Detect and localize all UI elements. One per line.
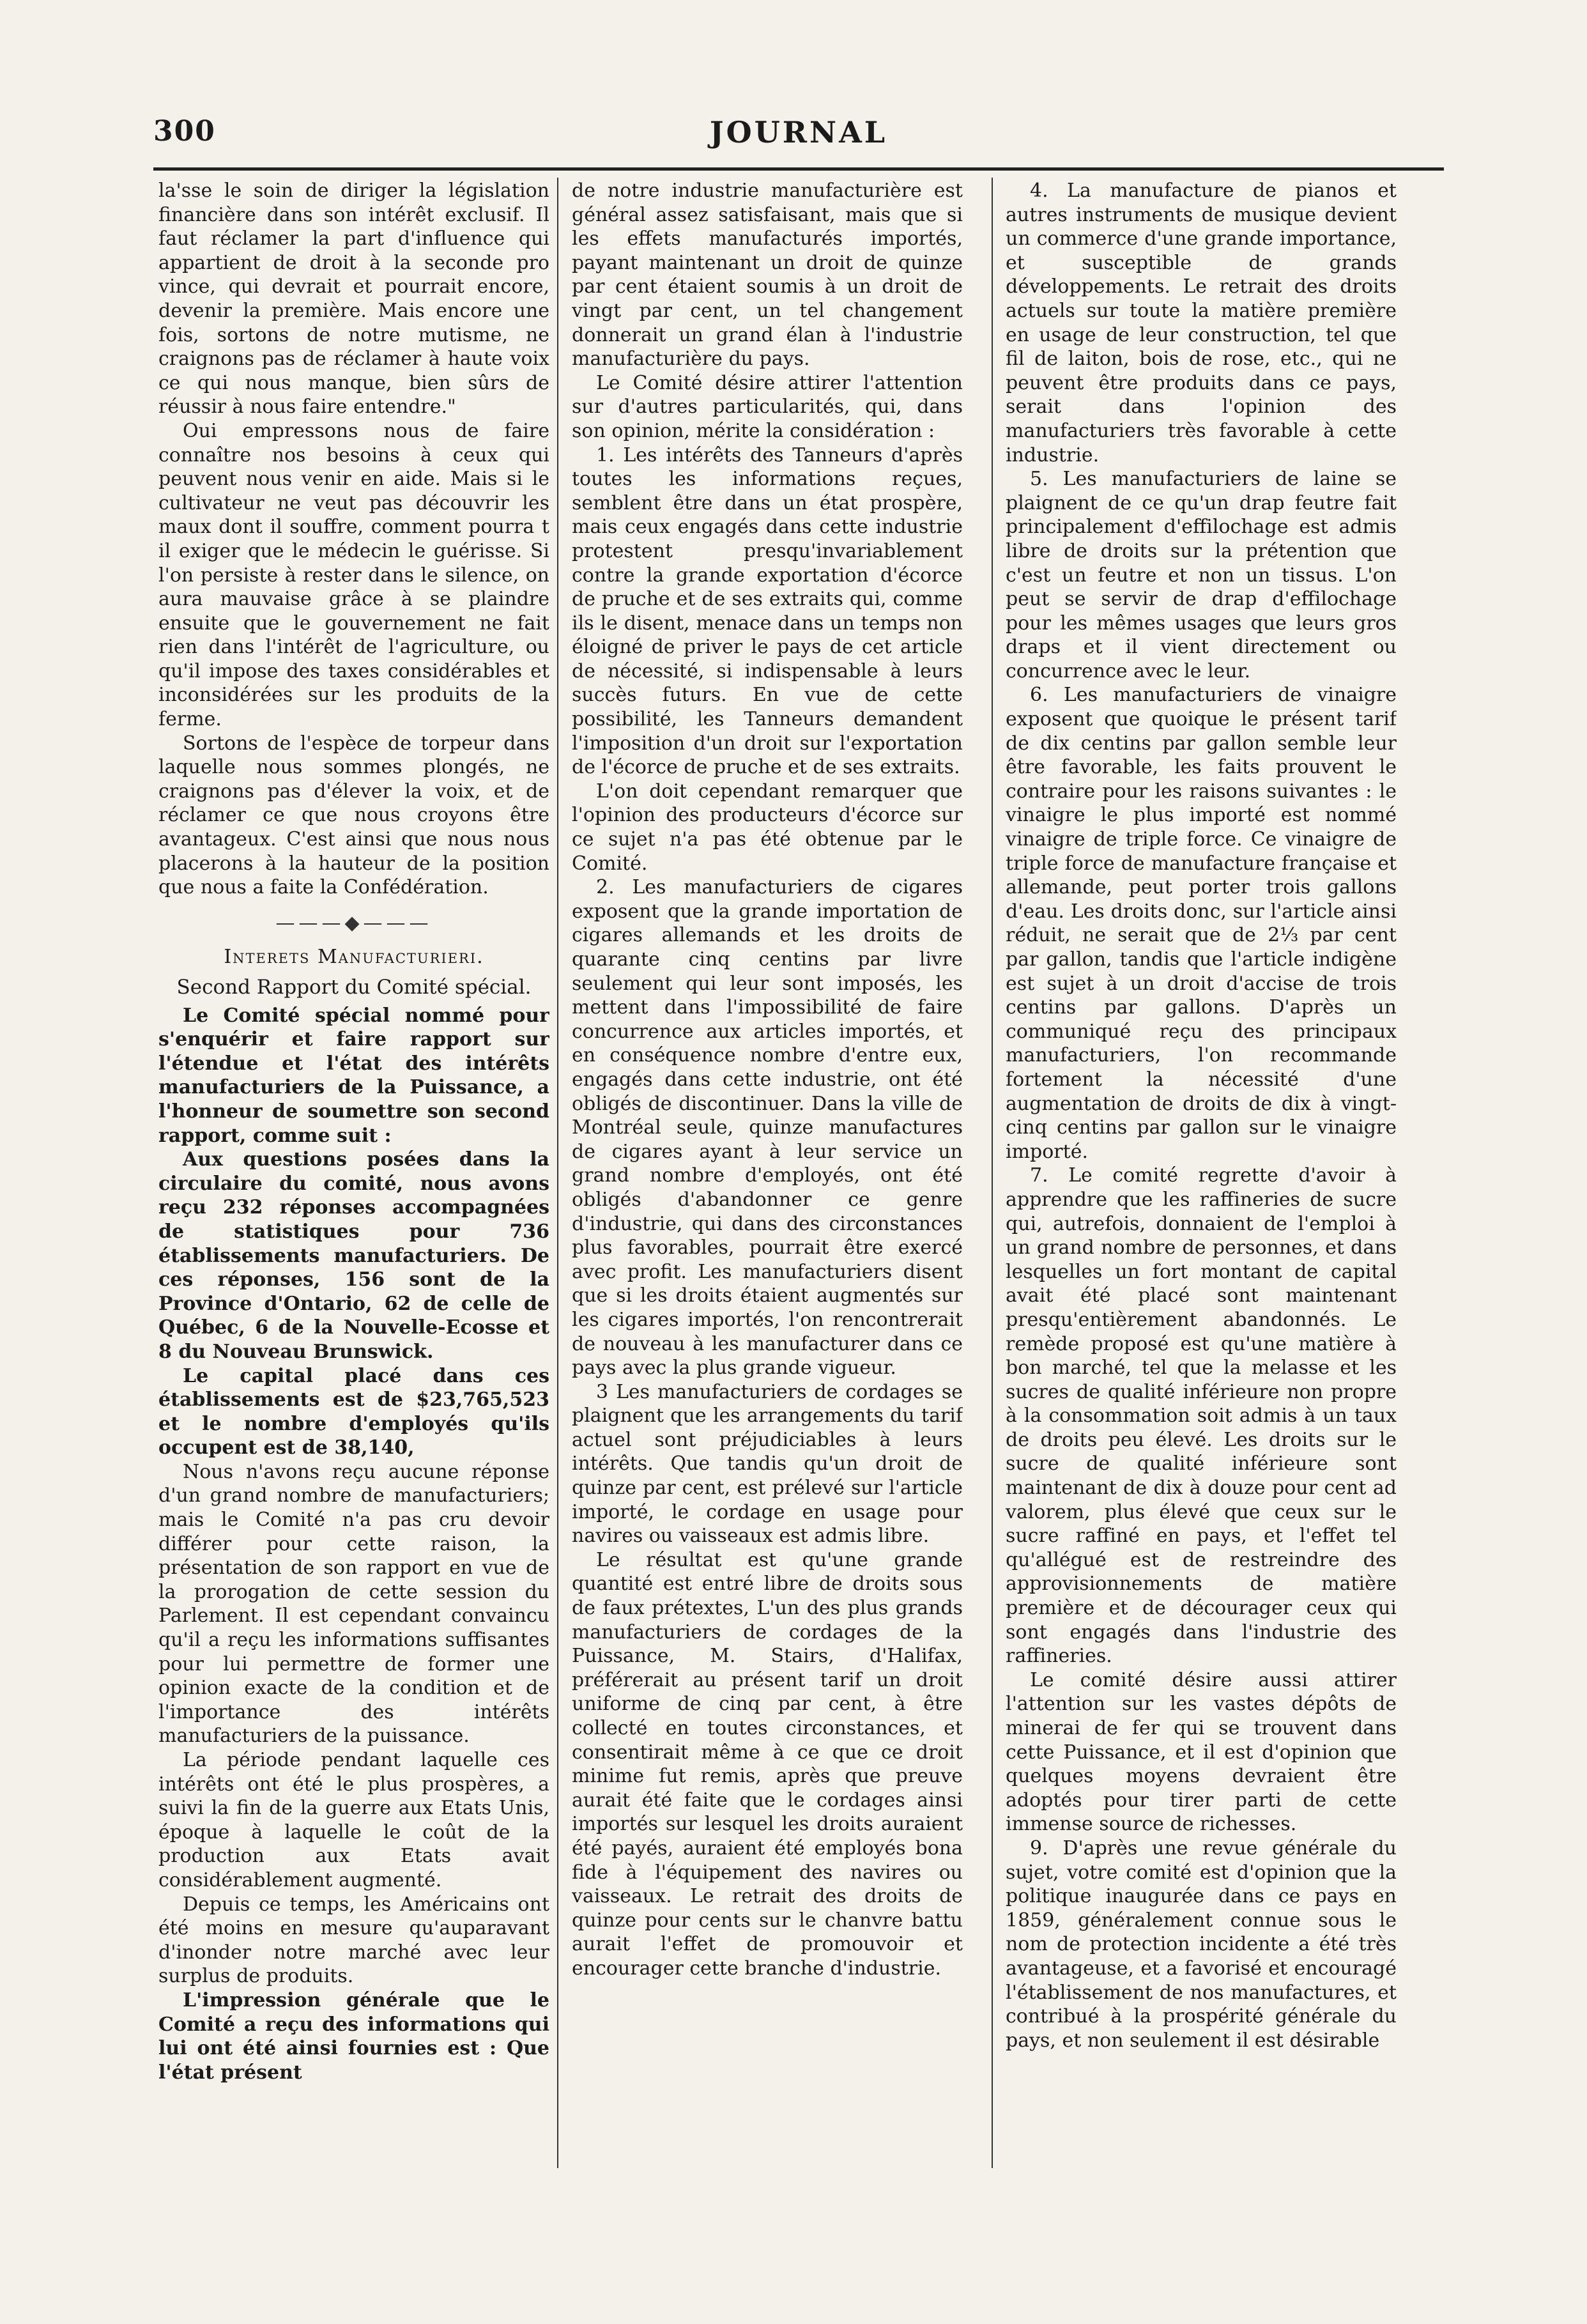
- section-ornament: ———◆———: [275, 911, 433, 934]
- paragraph: Aux questions posées dans la circulaire du comité, nous avons reçu 232 réponses accompagnées de statistiques pour 736 établissements manufacturiers. De ces réponses, 156 sont de la Province d'Ontario, 62 de celle de Québec, 6 de la Nouvelle-Ecosse et 8 du Nouveau Brunswick.: [158, 1148, 549, 1363]
- paragraph: 5. Les manufacturiers de laine se plaignent de ce qu'un drap feutre fait principalement d'effilochage est admis libre de droits sur la prétention que c'est un feutre et non un tissus. L'on peut se servir de drap d'effilochage pour les mêmes usages que leurs gros draps et il vient directement ou concurrence avec le leur.: [1006, 468, 1397, 682]
- running-title: JOURNAL: [709, 115, 888, 150]
- paragraph: 9. D'après une revue générale du sujet, votre comité est d'opinion que la politique inaugurée dans ce pays en 1859, généralement connue sous le nom de protection incidente a été très avantageuse, et a favorisé et encouragé l'établissement de nos manufactures, et contribué à la prospérité générale du pays, et non seulement il est désirable: [1006, 1836, 1397, 2052]
- page-number: 300: [153, 115, 216, 148]
- header-rule: [153, 167, 1444, 171]
- paragraph: de notre industrie manufacturière est général assez satisfaisant, mais que si les effets manufacturés importés, payant maintenant un droit de quinze par cent étaient soumis à un droit de vingt par cent, un tel changement donnerait un grand élan à l'industrie manufacturière du pays.: [572, 180, 963, 371]
- column-right: [1006, 179, 1397, 2166]
- report-subheading: Second Rapport du Comité spécial.: [176, 976, 532, 999]
- column-divider: [557, 178, 558, 2168]
- paragraph: la'sse le soin de diriger la législation financière dans son intérêt exclusif. Il faut réclamer la part d'influence qui appartient de droit à la seconde pro vince, qui devrait et pourrait encore, devenir la première. Mais encore une fois, sortons de notre mutisme, ne craignons pas de réclamer à haute voix ce qui nous manque, bien sûrs de réussir à nous faire entendre.": [158, 180, 549, 419]
- paragraph: Depuis ce temps, les Américains ont été moins en mesure qu'auparavant d'inonder notre marché avec leur surplus de produits.: [158, 1893, 549, 1988]
- paragraph: Oui empressons nous de faire connaître nos besoins à ceux qui peuvent nous venir en aide. Mais si le cultivateur ne veut pas découvrir les maux dont il souffre, comment pourra t il exiger que le médecin le guérisse. Si l'on persiste à rester dans le silence, on aura mauvaise grâce à se plaindre ensuite que le gouvernement ne fait rien dans l'intérêt de l'agriculture, ou qu'il impose des taxes considérables et inconsidérées sur les produits de la ferme.: [158, 419, 549, 731]
- paragraph: La période pendant laquelle ces intérêts ont été le plus prospères, a suivi la fin de la guerre aux Etats Unis, époque à laquelle le coût de la production aux Etats avait considérablement augmenté.: [158, 1749, 549, 1891]
- paragraph: 4. La manufacture de pianos et autres instruments de musique devient un commerce d'une grande importance, et susceptible de grands développements. Le retrait des droits actuels sur toute la matière première en usage de leur construction, tel que fil de laiton, bois de rose, etc., qui ne peuvent être produits dans ce pays, serait dans l'opinion des manufacturiers très favorable à cette industrie.: [1006, 180, 1397, 466]
- paragraph: L'on doit cependant remarquer que l'opinion des producteurs d'écorce sur ce sujet n'a pas été obtenue par le Comité.: [572, 780, 963, 875]
- page-header: [153, 115, 1444, 160]
- paragraph: 2. Les manufacturiers de cigares exposent que la grande importation de cigares allemands et les droits de quarante cinq centins par livre seulement qui leur sont imposés, les mettent dans l'impossibilité de faire concurrence aux articles importés, et en conséquence nombre d'entre eux, engagés dans cette industrie, ont été obligés de discontinuer. Dans la ville de Montréal seule, quinze manufactures de cigares ayant à leur service un grand nombre d'employés, ont été obligés d'abandonner ce genre d'industrie, qui dans des circonstances plus favorables, pourrait être exercé avec profit. Les manufacturiers disent que si les droits étaient augmentés sur les cigares importés, l'on rencontrerait de nouveau à les manufacturer dans ce pays avec la plus grande vigueur.: [572, 876, 963, 1380]
- paragraph: 1. Les intérêts des Tanneurs d'après toutes les informations reçues, semblent être dans un état prospère, mais ceux engagés dans cette industrie protestent presqu'invariablement contre la grande exportation d'écorce de pruche et de ses extraits qui, comme ils le disent, menace dans un temps non éloigné de priver le pays de cet article de nécessité, si indispensable à leurs succès futurs. En vue de cette possibilité, les Tanneurs demandent l'imposition d'un droit sur l'exportation de l'écorce de pruche et de ses extraits.: [572, 443, 963, 779]
- paragraph: L'impression générale que le Comité a reçu des informations qui lui ont été ainsi fournies est : Que l'état présent: [158, 1989, 549, 2084]
- paragraph: Le capital placé dans ces établissements est de $23,765,523 et le nombre d'employés qu'ils occupent est de 38,140,: [158, 1364, 549, 1459]
- paragraph: 7. Le comité regrette d'avoir à apprendre que les raffineries de sucre qui, autrefois, donnaient de l'emploi à un grand nombre de personnes, et dans lesquelles un fort montant de capital avait été placé sont maintenant presqu'entièrement abandonnés. Le remède proposé est qu'une matière à bon marché, tel que la melasse et les sucres de qualité inférieure non propre à la consommation soit admis à un taux de droits peu élevé. Les droits sur le sucre de qualité inférieure sont maintenant de dix à douze pour cent ad valorem, plus élevé que ceux sur le sucre raffiné en pays, et l'effet tel qu'allégué est de restreindre des approvisionnements de matière première et de décourager ceux qui sont engagés dans l'industrie des raffineries.: [1006, 1164, 1397, 1668]
- column-middle: [572, 179, 963, 2166]
- section-heading: Interets Manufacturieri.: [224, 946, 484, 969]
- paragraph: Le Comité désire attirer l'attention sur d'autres particularités, qui, dans son opinion, mérite la considération :: [572, 371, 963, 442]
- paragraph: 3 Les manufacturiers de cordages se plaignent que les arrangements du tarif actuel sont préjudiciables à leurs intérêts. Que tandis qu'un droit de quinze par cent, est prélevé sur l'article importé, le cordage en usage pour navires ou vaisseaux est admis libre.: [572, 1380, 963, 1548]
- paragraph: Le comité désire aussi attirer l'attention sur les vastes dépôts de minerai de fer qui se trouvent dans cette Puissance, et il est d'opinion que quelques moyens devraient être adoptés pour tirer parti de cette immense source de richesses.: [1006, 1668, 1397, 1836]
- paragraph: 6. Les manufacturiers de vinaigre exposent que quoique le présent tarif de dix centins par gallon semble leur être favorable, les faits prouvent le contraire pour les raisons suivantes : le vinaigre le plus importé est nommé vinaigre de triple force. Ce vinaigre de triple force de manufacture française et allemande, peut porter trois gallons d'eau. Les droits donc, sur l'article ainsi réduit, ne serait que de 2⅓ par cent par gallon, tandis que l'article indigène est sujet à un droit d'accise de trois centins par gallons. D'après un communiqué reçu des principaux manufacturiers, l'on recommande fortement la nécessité d'une augmentation de droits de dix à vingt-cinq centins par gallon sur le vinaigre importé.: [1006, 684, 1397, 1163]
- paragraph: Nous n'avons reçu aucune réponse d'un grand nombre de manufacturiers; mais le Comité n'a pas cru devoir différer pour cette raison, la présentation de son rapport en vue de la prorogation de cette session du Parlement. Il est cependant convaincu qu'il a reçu les informations suffisantes pour lui permettre de former une opinion exacte de la condition et de l'importance des intérêts manufacturiers de la puissance.: [158, 1460, 549, 1748]
- paragraph: Le résultat est qu'une grande quantité est entré libre de droits sous de faux prétextes, L'un des plus grands manufacturiers de cordages de la Puissance, M. Stairs, d'Halifax, préférerait au présent tarif un droit uniforme de cinq par cent, à être collecté en toutes circonstances, et consentirait même à ce que ce droit minime fut remis, après que preuve aurait été faite que le cordages ainsi importés sur lesquel les droits auraient été payés, auraient été employés bona fide à l'équipement des navires ou vaisseaux. Le retrait des droits de quinze pour cents sur le chanvre battu aurait l'effet de promouvoir et encourager cette branche d'industrie.: [572, 1548, 963, 1980]
- paragraph: Sortons de l'espèce de torpeur dans laquelle nous sommes plongés, ne craignons pas d'élever la voix, et de réclamer ce que nous croyons être avantageux. C'est ainsi que nous nous placerons à la hauteur de la position que nous a faite la Confédération.: [158, 732, 549, 899]
- paragraph: Le Comité spécial nommé pour s'enquérir et faire rapport sur l'étendue et l'état des intérêts manufacturiers de la Puissance, a l'honneur de soumettre son second rapport, comme suit :: [158, 1004, 549, 1147]
- column-left: [158, 179, 549, 2166]
- column-divider: [992, 178, 993, 2168]
